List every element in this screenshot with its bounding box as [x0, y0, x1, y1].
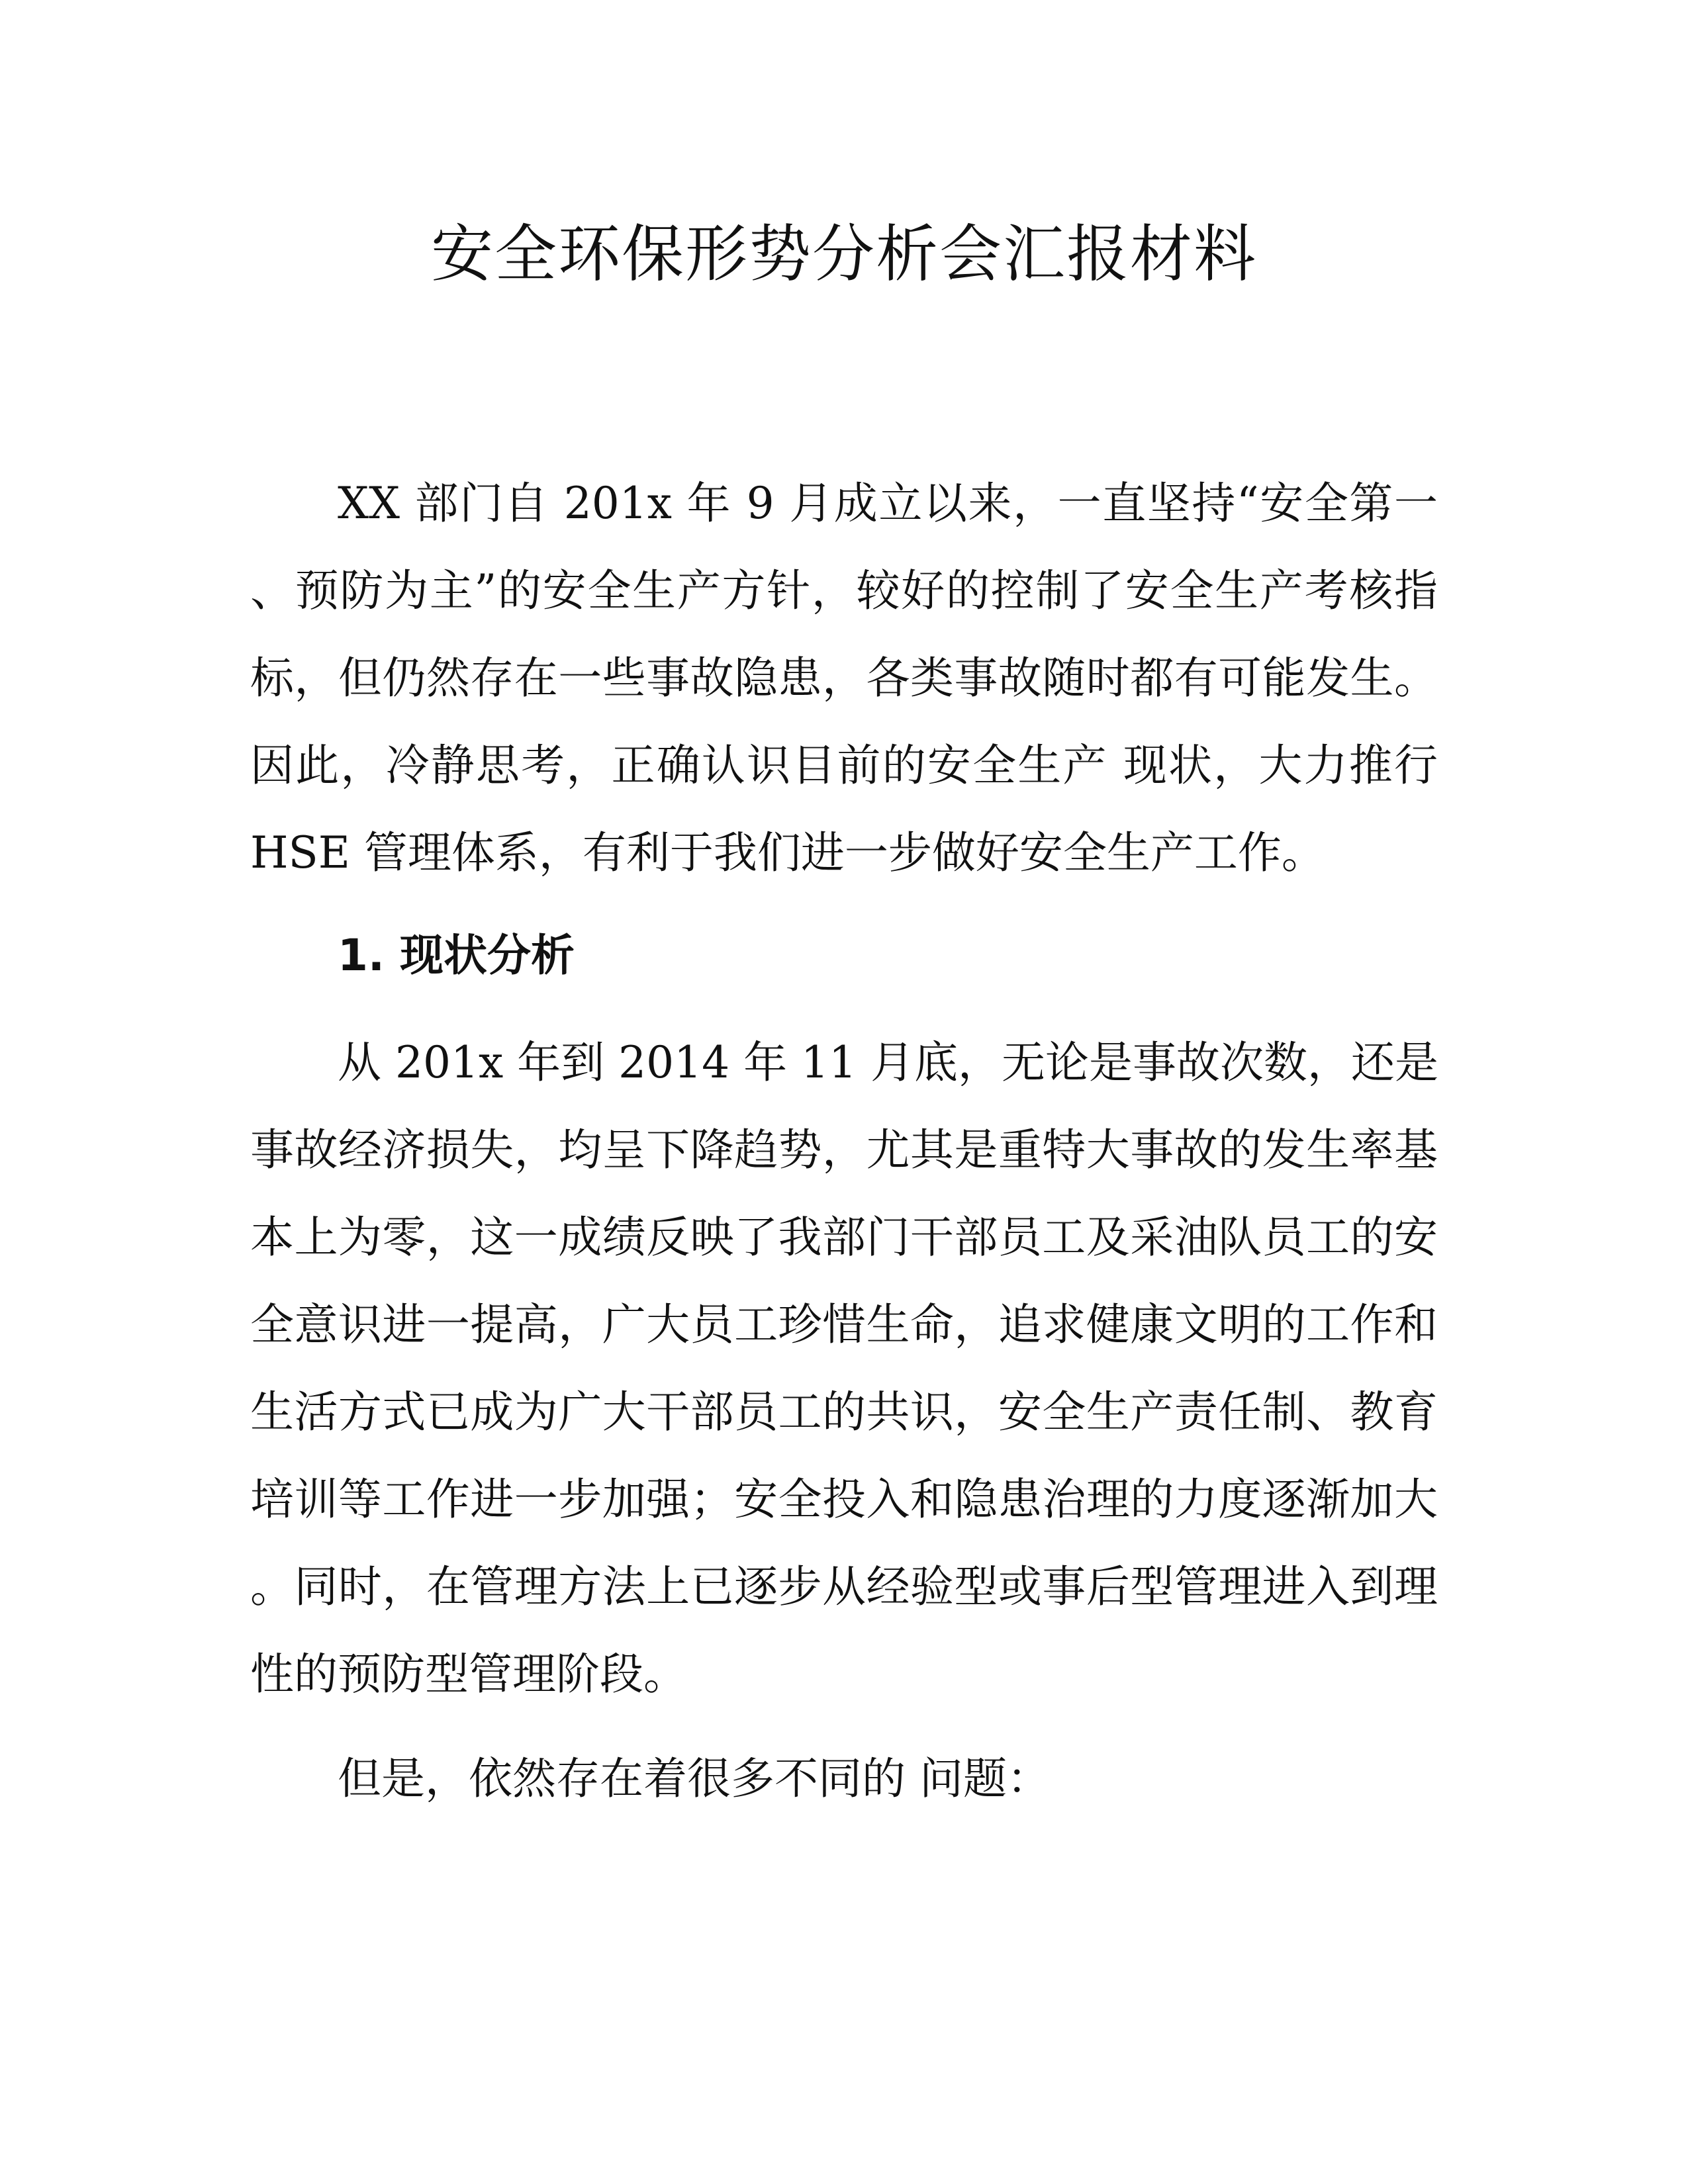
paragraph-2-line-3: 本上为零，这一成绩反映了我部门干部员工及采油队员工的安 — [250, 1212, 1438, 1263]
paragraph-2-line-7: 。同时，在管理方法上已逐步从经验型或事后型管理进入到理 — [250, 1561, 1438, 1612]
paragraph-2-line-4: 全意识进一提高，广大员工珍惜生命，追求健康文明的工作和 — [250, 1299, 1438, 1350]
paragraph-2-line-2: 事故经济损失，均呈下降趋势，尤其是重特大事故的发生率基 — [250, 1124, 1438, 1175]
paragraph-2-line-5: 生活方式已成为广大干部员工的共识，安全生产责任制、教育 — [250, 1387, 1438, 1437]
paragraph-1-line-2: 、预防为主”的安全生产方针，较好的控制了安全生产考核指 — [250, 565, 1438, 616]
paragraph-2-line-1: 从 201x 年到 2014 年 11 月底，无论是事故次数，还是 — [338, 1037, 1439, 1088]
paragraph-3: 但是，依然存在着很多不同的 问题： — [338, 1753, 1051, 1804]
paragraph-2-line-6: 培训等工作进一步加强；安全投入和隐患治理的力度逐渐加大 — [250, 1474, 1438, 1525]
paragraph-1-line-1: XX 部门自 201x 年 9 月成立以来，一直坚持“安全第一 — [338, 478, 1438, 529]
section-heading: 1. 现状分析 — [338, 930, 575, 981]
document-title: 安全环保形势分析会汇报材料 — [430, 218, 1257, 291]
paragraph-1-line-4: 因此，冷静思考，正确认识目前的安全生产 现状，大力推行 — [250, 740, 1438, 791]
paragraph-2-line-8: 性的预防型管理阶段。 — [250, 1649, 687, 1700]
paragraph-1-line-3: 标，但仍然存在一些事故隐患，各类事故随时都有可能发生。 — [250, 653, 1438, 704]
paragraph-1-line-5: HSE 管理体系，有利于我们进一步做好安全生产工作。 — [250, 827, 1325, 878]
